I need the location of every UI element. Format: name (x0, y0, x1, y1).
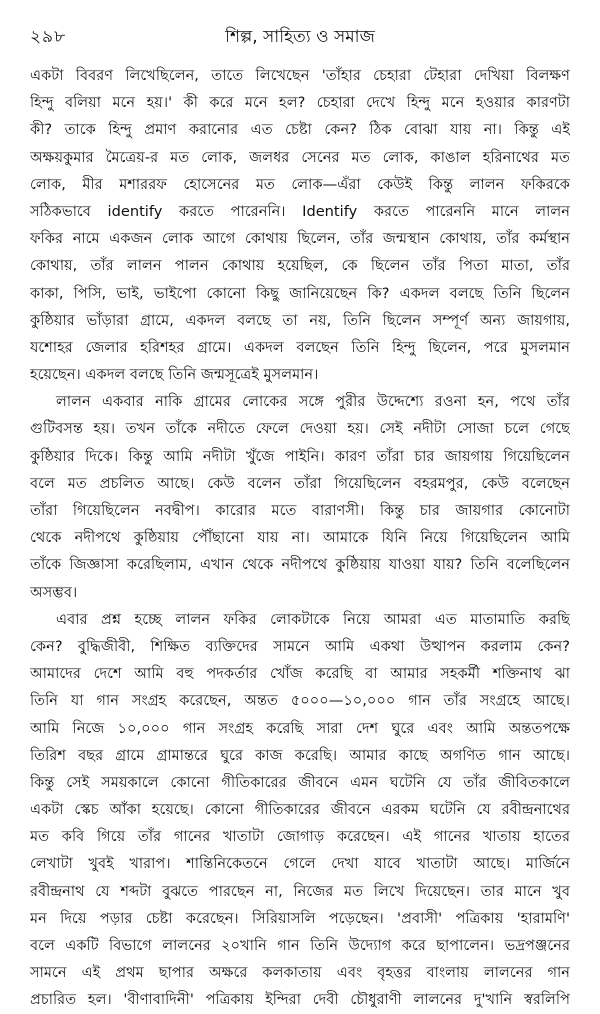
text-line: যশোহর জেলার হরিশহর গ্রামে। একদল বলছেন তিনি হিন্দু ছিলেন, পরে মুসলমান (30, 338, 570, 356)
text-line: হয়েছেন। একদল বলছে তিনি জন্মসূত্রেই মুসলমান। (30, 366, 319, 384)
text-line: কেন? বুদ্ধিজীবী, শিক্ষিত ব্যক্তিদের সামনে আমি একথা উত্থাপন করলাম কেন? (30, 637, 570, 655)
text-line: অসম্ভব। (30, 583, 78, 601)
text-line: লালন একবার নাকি গ্রামের লোকের সঙ্গে পুরীর উদ্দেশ্যে রওনা হন, পথে তাঁর (56, 393, 570, 411)
text-line: সামনে এই প্রথম ছাপার অক্ষরে কলকাতায় এবং বৃহত্তর বাংলায় লালনের গান (30, 964, 570, 982)
page-header (30, 0, 570, 62)
text-line: হিন্দু বলিয়া মনে হয়।' কী করে মনে হল? চেহারা দেখে হিন্দু মনে হওয়ার কারণটা (30, 94, 570, 112)
text-line: বলে একটি বিভাগে লালনের ২০খানি গান তিনি উদ্যোগ করে ছাপালেন। ভদ্রপঞ্জনের (30, 937, 570, 954)
text-line: ফকির নামে একজন লোক আগে কোথায় ছিলেন, তাঁর জন্মস্থান কোথায়, তাঁর কর্মস্থান (30, 230, 570, 248)
running-title: শিল্প, সাহিত্য ও সমাজ (225, 27, 375, 47)
text-line: রবীন্দ্রনাথ যে শব্দটা বুঝতে পারছেন না, নিজের মত লিখে দিয়েছেন। তার মানে খুব (30, 882, 570, 900)
text-line: একটা স্কেচ আঁকা হয়েছে। কোনো গীতিকারের জীবনে এরকম ঘটেনি যে রবীন্দ্রনাথের (30, 801, 570, 819)
text-line: তাঁকে জিজ্ঞাসা করেছিলাম, এখান থেকে নদীপথে কুষ্ঠিয়ায় যাওয়া যায়? তিনি বলেছিলেন (30, 556, 570, 574)
text-line: কী? তাকে হিন্দু প্রমাণ করানোর এত চেষ্টা কেন? ঠিক বোঝা যায় না। কিন্তু এই (30, 121, 570, 139)
text-line: কোথায়, তাঁর লালন পালন কোথায় হয়েছিল, কে ছিলেন তাঁর পিতা মাতা, তাঁর (30, 257, 570, 275)
text-line: লোক, মীর মশাররফ হোসেনের মত লোক—এঁরা কেউই কিন্তু লালন ফকিরকে (30, 175, 570, 193)
text-line: থেকে নদীপথে কুষ্ঠিয়ায় পৌঁছানো যায় না। আমাকে যিনি নিয়ে গিয়েছিলেন আমি (30, 529, 570, 547)
text-line: অক্ষয়কুমার মৈত্রেয়-র মত লোক, জলধর সেনের মত লোক, কাঙাল হরিনাথের মত (30, 148, 570, 166)
text-line: একটা বিবরণ লিখেছিলেন, তাতে লিখেছেন 'তাঁহার চেহারা টেহারা দেখিয়া বিলক্ষণ (30, 67, 570, 84)
text-line: লেখাটা খুবই খারাপ। শান্তিনিকেতনে গেলে দেখা যাবে খাতাটা আছে। মার্জিনে (30, 855, 570, 873)
text-line: বলে মত প্রচলিত আছে। কেউ বলেন তাঁরা গিয়েছিলেন বহরমপুর, কেউ বলেছেন (30, 474, 570, 492)
text-line: কুষ্ঠিয়ার দিকে। কিন্তু আমি নদীটা খুঁজে পাইনি। কারণ তাঁরা চার জায়গায় গিয়েছিলেন (30, 447, 570, 465)
page-number: ২৯৮ (30, 27, 67, 47)
text-line: প্রচারিত হল। 'বীণাবাদিনী' পত্রিকায় ইন্দিরা দেবী চৌধুরাণী লালনের দু'খানি স্বরলিপি (30, 991, 570, 1009)
text-line: তিরিশ বছর গ্রামে গ্রামান্তরে ঘুরে কাজ করেছি। আমার কাছে অগণিত গান আছে। (30, 746, 570, 764)
text-line: এবার প্রশ্ন হচ্ছে লালন ফকির লোকটাকে নিয়ে আমরা এত মাতামাতি করছি (56, 610, 570, 628)
text-line: মন দিয়ে পড়ার চেষ্টা করেছেন। সিরিয়াসলি পড়েছেন। 'প্রবাসী' পত্রিকায় 'হারামণি' (30, 909, 570, 927)
text-line: আমি নিজে ১০,০০০ গান সংগ্রহ করেছি সারা দেশ ঘুরে এবং আমি অন্ততপক্ষে (30, 719, 570, 737)
text-line: মত কবি গিয়ে তাঁর গানের খাতাটা জোগাড় করেছেন। এই গানের খাতায় হাতের (30, 828, 570, 846)
text-line: কাকা, পিসি, ভাই, ভাইপো কোনো কিছু জানিয়েছেন কি? একদল বলছে তিনি ছিলেন (30, 284, 570, 302)
text-line: তিনি যা গান সংগ্রহ করেছেন, অন্তত ৫০০০—১০,০০০ গান তাঁর সংগ্রহে আছে। (30, 692, 570, 710)
text-line: কিন্তু সেই সময়কালে কোনো গীতিকারের জীবনে এমন ঘটেনি যে তাঁর জীবিতকালে (30, 773, 570, 791)
text-line: গুটিবসন্ত হয়। তখন তাঁকে নদীতে ফেলে দেওয়া হয়। সেই নদীটা সোজা চলে গেছে (30, 420, 570, 438)
text-line: তাঁরা গিয়েছিলেন নবদ্বীপ। কারোর মতে বারাণসী। কিন্তু চার জায়গার কোনোটা (30, 502, 570, 519)
text-line: সঠিকভাবে identify করতে পারেননি। Identify করতে পারেননি মানে লালন (30, 202, 570, 220)
body-text (30, 62, 570, 1014)
text-line: কুষ্ঠিয়ার ভাঁড়ারা গ্রামে, একদল বলছে তা নয়, তিনি ছিলেন সম্পূর্ণ অন্য জায়গায়, (30, 311, 570, 329)
text-line: আমাদের দেশে আমি বহু পদকর্তার খোঁজ করেছি বা আমার সহকর্মী শক্তিনাথ ঝা (30, 665, 570, 683)
